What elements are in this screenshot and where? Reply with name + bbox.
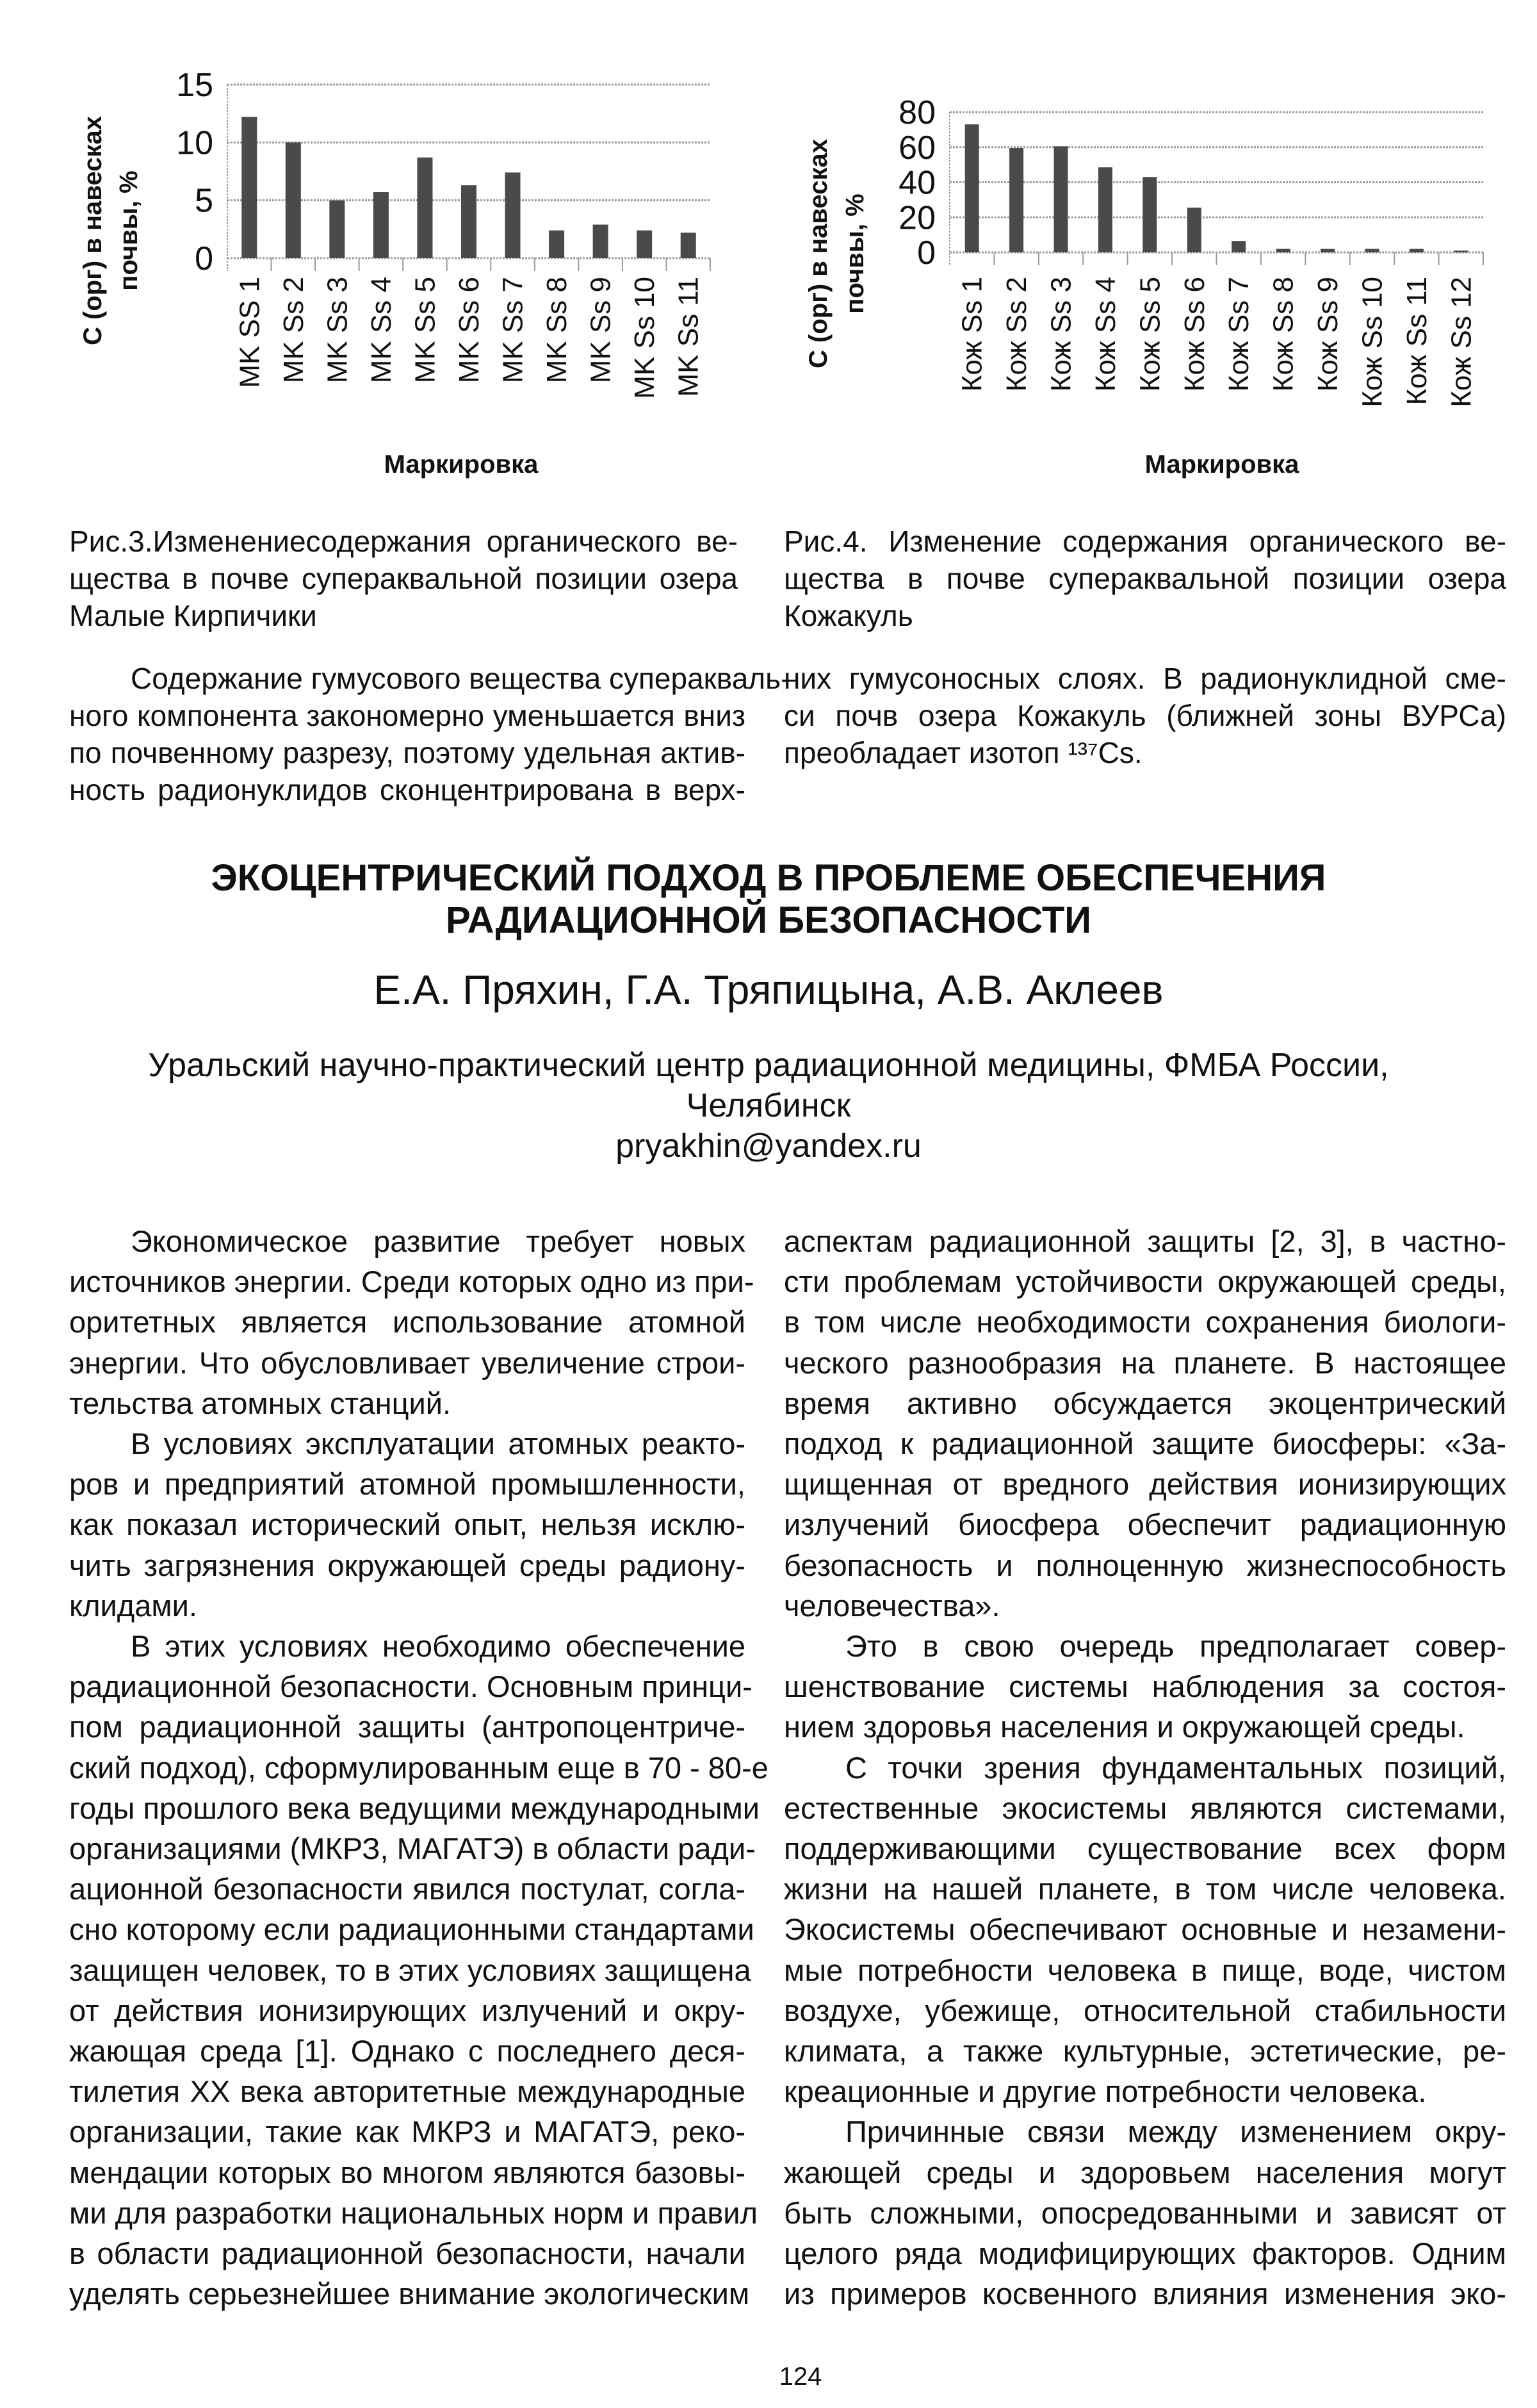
text-line: ность радионуклидов сконцентрирована в верх- bbox=[69, 773, 745, 807]
paragraph bbox=[784, 1221, 1506, 1626]
bar bbox=[1232, 241, 1246, 252]
text-line: защищен человек, то в этих условиях защищена bbox=[69, 1953, 751, 1987]
text-line: сно которому если радиационными стандартами bbox=[69, 1912, 754, 1947]
author-email[interactable]: pryakhin@yandex.ru bbox=[615, 1127, 922, 1165]
text-line: щества в почве супераквальной позиции озера bbox=[784, 562, 1506, 595]
text-line: от действия ионизирующих излучений и окру- bbox=[69, 1993, 745, 2027]
x-tick-label: MK Ss 3 bbox=[321, 277, 354, 384]
text-line: жизни на нашей планете, в том числе человека. bbox=[784, 1872, 1506, 1906]
bar bbox=[1321, 249, 1335, 252]
text-line: щества в почве супераквальной позиции озера bbox=[69, 562, 738, 595]
figure-3-caption bbox=[69, 523, 738, 634]
x-tick-label: Кож Ss 2 bbox=[1001, 277, 1033, 392]
text-line: сти проблемам устойчивости окружающей среды, bbox=[784, 1265, 1506, 1299]
text-line: в области радиационной безопасности, начали bbox=[69, 2236, 745, 2271]
text-line: Экосистемы обеспечивают основные и незамени- bbox=[784, 1912, 1506, 1947]
paragraph bbox=[69, 1423, 745, 1626]
text-line: ного компонента закономерно уменьшается вниз bbox=[69, 699, 745, 732]
x-tick-label: MK Ss 8 bbox=[541, 277, 573, 384]
bar bbox=[373, 192, 389, 258]
x-tick-label: MK Ss 10 bbox=[629, 277, 661, 399]
text-line: жающей среды и здоровьем населения могут bbox=[784, 2155, 1506, 2190]
text-line: Рис.3.Изменениесодержания органического ве- bbox=[69, 525, 738, 558]
x-tick-label: Кож Ss 12 bbox=[1445, 277, 1477, 407]
bar bbox=[681, 233, 696, 258]
text-line: ческого разнообразия на планете. В настоящее bbox=[784, 1345, 1506, 1380]
article-title-line: ЭКОЦЕНТРИЧЕСКИЙ ПОДХОД В ПРОБЛЕМЕ ОБЕСПЕЧЕНИЯ bbox=[211, 857, 1326, 899]
x-tick-label: Кож Ss 10 bbox=[1356, 277, 1388, 407]
text-line: ский подход), сформулированным еще в 70 - 80-е bbox=[69, 1750, 768, 1785]
text-line: Малые Кирпичики bbox=[69, 599, 317, 632]
text-line: В условиях эксплуатации атомных реакто- bbox=[131, 1427, 745, 1461]
x-tick-label: Кож Ss 5 bbox=[1134, 277, 1166, 392]
bar bbox=[1009, 148, 1023, 252]
body-column-left bbox=[69, 1221, 768, 2314]
x-tick-label: MK Ss 7 bbox=[497, 277, 529, 384]
text-line: климата, а также культурные, эстетические, ре- bbox=[784, 2034, 1506, 2068]
text-line: Кожакуль bbox=[784, 599, 913, 632]
bar bbox=[461, 185, 476, 258]
bar bbox=[1454, 250, 1468, 252]
text-line: подход к радиационной защите биосферы: «За- bbox=[784, 1427, 1506, 1461]
bar bbox=[241, 117, 257, 258]
bar bbox=[1054, 146, 1068, 252]
page-number: 124 bbox=[779, 2363, 822, 2391]
text-line: щищенная от вредного действия ионизирующих bbox=[784, 1467, 1506, 1502]
text-line: Содержание гумусового вещества суперакваль- bbox=[131, 662, 791, 695]
y-tick-label: 15 bbox=[176, 67, 213, 104]
x-tick-label: Кож Ss 11 bbox=[1401, 277, 1433, 405]
x-axis-title: Маркировка bbox=[1144, 450, 1299, 479]
x-tick-label: MK Ss 9 bbox=[585, 277, 617, 384]
paragraph bbox=[784, 1748, 1506, 2112]
figure-4-caption bbox=[784, 523, 1506, 634]
y-tick-label: 40 bbox=[899, 164, 936, 202]
paragraph bbox=[69, 1221, 754, 1423]
affiliation-line: Уральский научно-практический центр радиационной медицины, ФМБА России, bbox=[148, 1047, 1389, 1084]
x-tick-label: Кож Ss 9 bbox=[1312, 277, 1344, 392]
text-line: тельства атомных станций. bbox=[69, 1386, 451, 1420]
text-line: Рис.4. Изменение содержания органического ве- bbox=[784, 525, 1506, 558]
y-axis-title: почвы, % bbox=[115, 170, 143, 291]
top-paragraph-left bbox=[69, 660, 791, 808]
text-line: время активно обсуждается экоцентрический bbox=[784, 1386, 1506, 1420]
x-tick-label: Кож Ss 4 bbox=[1089, 277, 1121, 392]
text-line: источников энергии. Среди которых одно из при- bbox=[69, 1265, 754, 1299]
article-authors: Е.А. Пряхин, Г.А. Тряпицына, А.В. Аклеев bbox=[373, 967, 1164, 1013]
bar bbox=[637, 231, 652, 258]
text-line: ров и предприятий атомной промышленности, bbox=[69, 1467, 745, 1502]
article-title-line: РАДИАЦИОННОЙ БЕЗОПАСНОСТИ bbox=[445, 899, 1091, 941]
text-line: организациями (МКРЗ, МАГАТЭ) в области ради- bbox=[69, 1831, 756, 1866]
y-tick-label: 0 bbox=[917, 234, 936, 272]
text-line: целого ряда модифицирующих факторов. Одним bbox=[784, 2236, 1506, 2271]
text-line: ационной безопасности явился постулат, согла- bbox=[69, 1872, 745, 1906]
text-line: из примеров косвенного влияния изменения эко- bbox=[784, 2277, 1506, 2311]
bar bbox=[1410, 249, 1424, 252]
figures bbox=[0, 0, 1537, 512]
bar bbox=[1098, 167, 1112, 252]
bar bbox=[1365, 249, 1379, 252]
x-tick-label: MK Ss 2 bbox=[277, 277, 309, 384]
x-tick-label: MK Ss 4 bbox=[365, 277, 397, 384]
paragraph bbox=[69, 1626, 768, 2314]
text-line: Причинные связи между изменением окру- bbox=[845, 2115, 1506, 2149]
text-line: тилетия XX века авторитетные международные bbox=[69, 2074, 745, 2109]
x-tick-label: Кож Ss 3 bbox=[1045, 277, 1077, 392]
article-title bbox=[0, 857, 1537, 942]
text-line: С точки зрения фундаментальных позиций, bbox=[845, 1750, 1506, 1785]
text-line: мендации которых во многом являются базовы- bbox=[69, 2155, 745, 2190]
x-tick-label: Кож Ss 7 bbox=[1223, 277, 1255, 392]
text-line: как показал исторический опыт, нельзя исклю- bbox=[69, 1507, 745, 1542]
y-tick-label: 60 bbox=[899, 129, 936, 167]
x-tick-label: Кож Ss 8 bbox=[1267, 277, 1299, 392]
x-tick-label: MK Ss 5 bbox=[409, 277, 441, 384]
text-line: быть сложными, опосредованными и зависят от bbox=[784, 2195, 1506, 2230]
text-line: энергии. Что обусловливает увеличение строи- bbox=[69, 1345, 745, 1380]
text-line: Экономическое развитие требует новых bbox=[131, 1224, 745, 1258]
x-tick-label: MK SS 1 bbox=[234, 277, 266, 388]
body-column-right bbox=[784, 1221, 1506, 2314]
y-axis-title: С (орг) в навесках bbox=[79, 116, 107, 345]
bar bbox=[329, 201, 345, 258]
text-line: жающая среда [1]. Однако с последнего деся- bbox=[69, 2034, 745, 2068]
x-tick-label: MK Ss 11 bbox=[672, 277, 704, 397]
y-tick-label: 10 bbox=[176, 124, 213, 162]
bar bbox=[1276, 249, 1290, 252]
text-line: нием здоровья населения и окружающей среды. bbox=[784, 1710, 1465, 1744]
text-line: человечества». bbox=[784, 1588, 1000, 1623]
y-axis-title: С (орг) в навесках bbox=[804, 139, 833, 368]
bar bbox=[593, 225, 608, 258]
bar bbox=[286, 142, 301, 258]
text-line: годы прошлого века ведущими международными bbox=[69, 1790, 760, 1825]
text-line: ми для разработки национальных норм и правил bbox=[69, 2195, 758, 2230]
bar bbox=[417, 158, 432, 258]
bar bbox=[1143, 177, 1157, 252]
bar bbox=[965, 124, 979, 252]
text-line: них гумусоносных слоях. В радионуклидной сме- bbox=[784, 662, 1506, 695]
top-paragraph-right bbox=[784, 660, 1506, 771]
x-axis-title: Маркировка bbox=[384, 450, 539, 479]
text-line: поддерживающими существование всех форм bbox=[784, 1831, 1506, 1866]
text-line: безопасность и полноценную жизнеспособность bbox=[784, 1548, 1506, 1582]
x-tick-label: Кож Ss 6 bbox=[1178, 277, 1210, 392]
text-line: креационные и другие потребности человека. bbox=[784, 2074, 1427, 2109]
text-line: чить загрязнения окружающей среды радиону- bbox=[69, 1548, 745, 1582]
text-line: си почв озера Кожакуль (ближней зоны ВУРСа) bbox=[784, 699, 1506, 732]
text-line: естественные экосистемы являются системами, bbox=[784, 1790, 1506, 1825]
text-line: шенствование системы наблюдения за состоя- bbox=[784, 1669, 1506, 1704]
affiliation-line: Челябинск bbox=[686, 1087, 851, 1124]
y-tick-label: 80 bbox=[899, 94, 936, 131]
bar bbox=[549, 231, 564, 258]
text-line: преобладает изотоп ¹³⁷Cs. bbox=[784, 736, 1143, 769]
bar bbox=[1187, 208, 1201, 252]
y-tick-label: 20 bbox=[899, 199, 936, 237]
x-tick-label: MK Ss 6 bbox=[453, 277, 485, 384]
text-line: воздухе, убежище, относительной стабильности bbox=[784, 1993, 1506, 2027]
text-line: в том числе необходимости сохранения биологи- bbox=[784, 1305, 1506, 1339]
text-line: В этих условиях необходимо обеспечение bbox=[131, 1629, 745, 1664]
text-line: аспектам радиационной защиты [2, 3], в частно- bbox=[784, 1224, 1506, 1258]
text-line: Это в свою очередь предполагает совер- bbox=[845, 1629, 1506, 1664]
y-tick-label: 5 bbox=[195, 182, 213, 220]
paragraph bbox=[784, 1626, 1506, 1748]
y-axis-title: почвы, % bbox=[841, 193, 869, 314]
article-affiliation bbox=[0, 1045, 1537, 1167]
paragraph bbox=[784, 2111, 1506, 2314]
text-line: излучений биосфера обеспечит радиационную bbox=[784, 1507, 1506, 1542]
text-line: радиационной безопасности. Основным принци- bbox=[69, 1669, 752, 1704]
x-tick-label: Кож Ss 1 bbox=[956, 277, 988, 392]
text-line: по почвенному разрезу, поэтому удельная актив- bbox=[69, 736, 745, 769]
y-tick-label: 0 bbox=[195, 240, 213, 277]
text-line: оритетных является использование атомной bbox=[69, 1305, 745, 1339]
text-line: уделять серьезнейшее внимание экологическим bbox=[69, 2277, 750, 2311]
text-line: пом радиационной защиты (антропоцентриче- bbox=[69, 1710, 745, 1744]
bar bbox=[505, 172, 521, 258]
text-line: клидами. bbox=[69, 1588, 197, 1623]
text-line: организации, такие как МКРЗ и МАГАТЭ, реко- bbox=[69, 2115, 745, 2149]
text-line: мые потребности человека в пище, воде, чистом bbox=[784, 1953, 1506, 1987]
